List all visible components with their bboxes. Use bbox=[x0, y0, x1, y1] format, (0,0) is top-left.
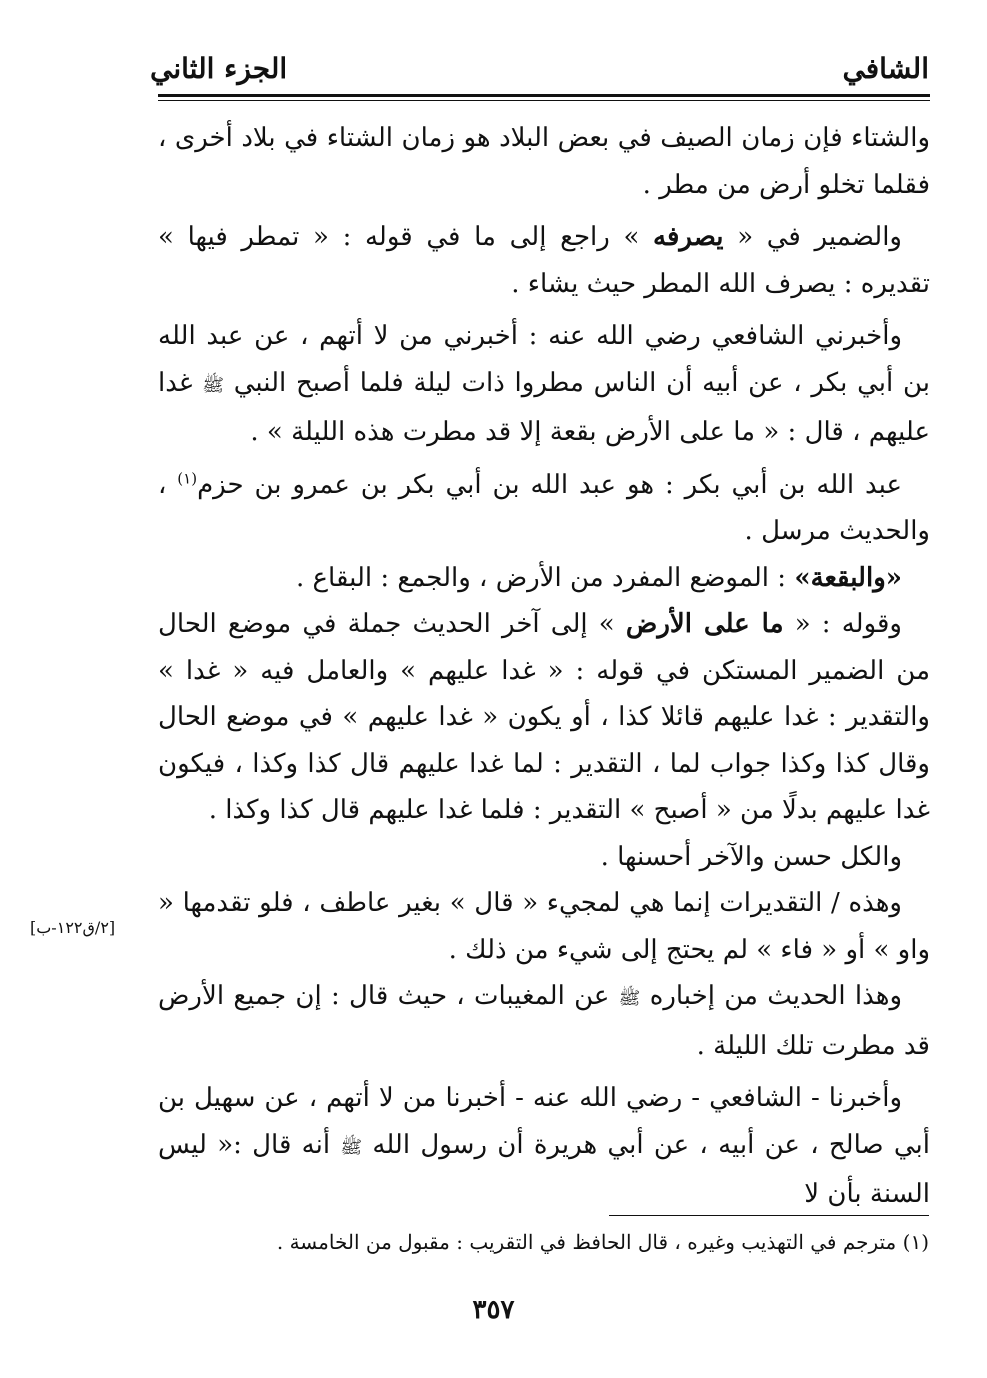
text-run: » إلى آخر الحديث جملة في موضع الحال من الضمير المستكن في قوله : « غدا عليهم » والعامل فيه « غدا » والتقدير : غدا عليهم قائلا كذا ، أو يكون « غدا عليهم » في موضع الحال وقال كذا وكذا جواب لما ، التقدير : لما غدا عليهم قال كذا وكذا ، فيكون غدا عليهم بدلًا من « أصبح » التقدير : فلما غدا عليهم قال كذا وكذا . bbox=[158, 609, 930, 825]
paragraph-text: والكل حسن والآخر أحسنها . bbox=[600, 841, 902, 872]
text-run: عبد الله بن أبي بكر : هو عبد الله بن أبي بكر بن عمرو بن حزم bbox=[197, 469, 902, 500]
paragraph bbox=[158, 115, 930, 208]
text-run: ، والحديث مرسل . bbox=[158, 469, 930, 546]
text-run: وقوله : « bbox=[783, 609, 902, 639]
honorific-glyph: ﷺ bbox=[340, 1136, 363, 1158]
text-run: : الموضع المفرد من الأرض ، والجمع : البقاع . bbox=[296, 562, 795, 593]
bold-term: «والبقعة» bbox=[794, 562, 902, 593]
paragraph bbox=[158, 462, 930, 555]
main-text bbox=[158, 115, 930, 1218]
paragraph bbox=[158, 834, 930, 881]
paragraph-text: والشتاء فإن زمان الصيف في بعض البلاد هو زمان الشتاء في بلاد أخرى ، فقلما تخلو أرض من مطر . bbox=[158, 123, 930, 200]
header-rule-thin bbox=[158, 100, 930, 101]
text-run: وأخبرنا - الشافعي - رضي الله عنه - أخبرنا من لا أتهم ، عن سهيل بن أبي صالح ، عن أبيه ، عن أبي هريرة أن رسول الله bbox=[158, 1083, 930, 1160]
text-run: والضمير في « bbox=[723, 222, 902, 252]
honorific-glyph: ﷺ bbox=[618, 988, 641, 1009]
paragraph bbox=[158, 880, 930, 973]
footnote-marker: (١) bbox=[177, 468, 198, 487]
paragraph bbox=[158, 555, 930, 602]
text-run: عن المغيبات ، حيث قال : إن جميع الأرض قد مطرت تلك الليلة . bbox=[158, 981, 930, 1061]
footnote: (١) مترجم في التهذيب وغيره ، قال الحافظ في التقريب : مقبول من الخامسة . bbox=[276, 1230, 929, 1254]
text-run: وهذا الحديث من إخباره bbox=[640, 981, 903, 1011]
footnote-rule bbox=[609, 1215, 929, 1216]
honorific-glyph: ﷺ bbox=[202, 374, 224, 396]
manuscript-folio-note: [٢/ق١٢٢-ب] bbox=[30, 918, 116, 937]
text-run: » راجع إلى ما في قوله : « تمطر فيها » تقديره : يصرف الله المطر حيث يشاء . bbox=[158, 222, 930, 299]
running-header-volume: الجزء الثاني bbox=[150, 52, 288, 85]
header-rule-thick bbox=[158, 94, 930, 97]
bold-term: ما على الأرض bbox=[625, 609, 784, 639]
paragraph bbox=[158, 601, 930, 834]
paragraph-text: وهذه / التقديرات إنما هي لمجيء « قال » بغير عاطف ، فلو تقدمها « واو » أو « فاء » لم يحتج إلى شيء من ذلك . bbox=[158, 888, 930, 965]
text-run: وأخبرني الشافعي رضي الله عنه : أخبرني من لا أتهم ، عن عبد الله بن أبي بكر ، عن أبيه أن الناس مطروا ذات ليلة فلما أصبح النبي bbox=[158, 321, 930, 398]
running-header-book-title: الشافي bbox=[842, 52, 929, 85]
page-number: ٣٥٧ bbox=[472, 1295, 515, 1325]
bold-term: يصرفه bbox=[653, 222, 724, 252]
text-run: غدا عليهم ، قال : « ما على الأرض بقعة إلا قد مطرت هذه الليلة » . bbox=[158, 367, 930, 447]
paragraph bbox=[158, 1075, 930, 1218]
text-run: أنه قال :« ليس السنة بأن لا bbox=[158, 1129, 930, 1209]
paragraph bbox=[158, 973, 930, 1069]
paragraph bbox=[158, 214, 930, 307]
paragraph bbox=[158, 313, 930, 456]
